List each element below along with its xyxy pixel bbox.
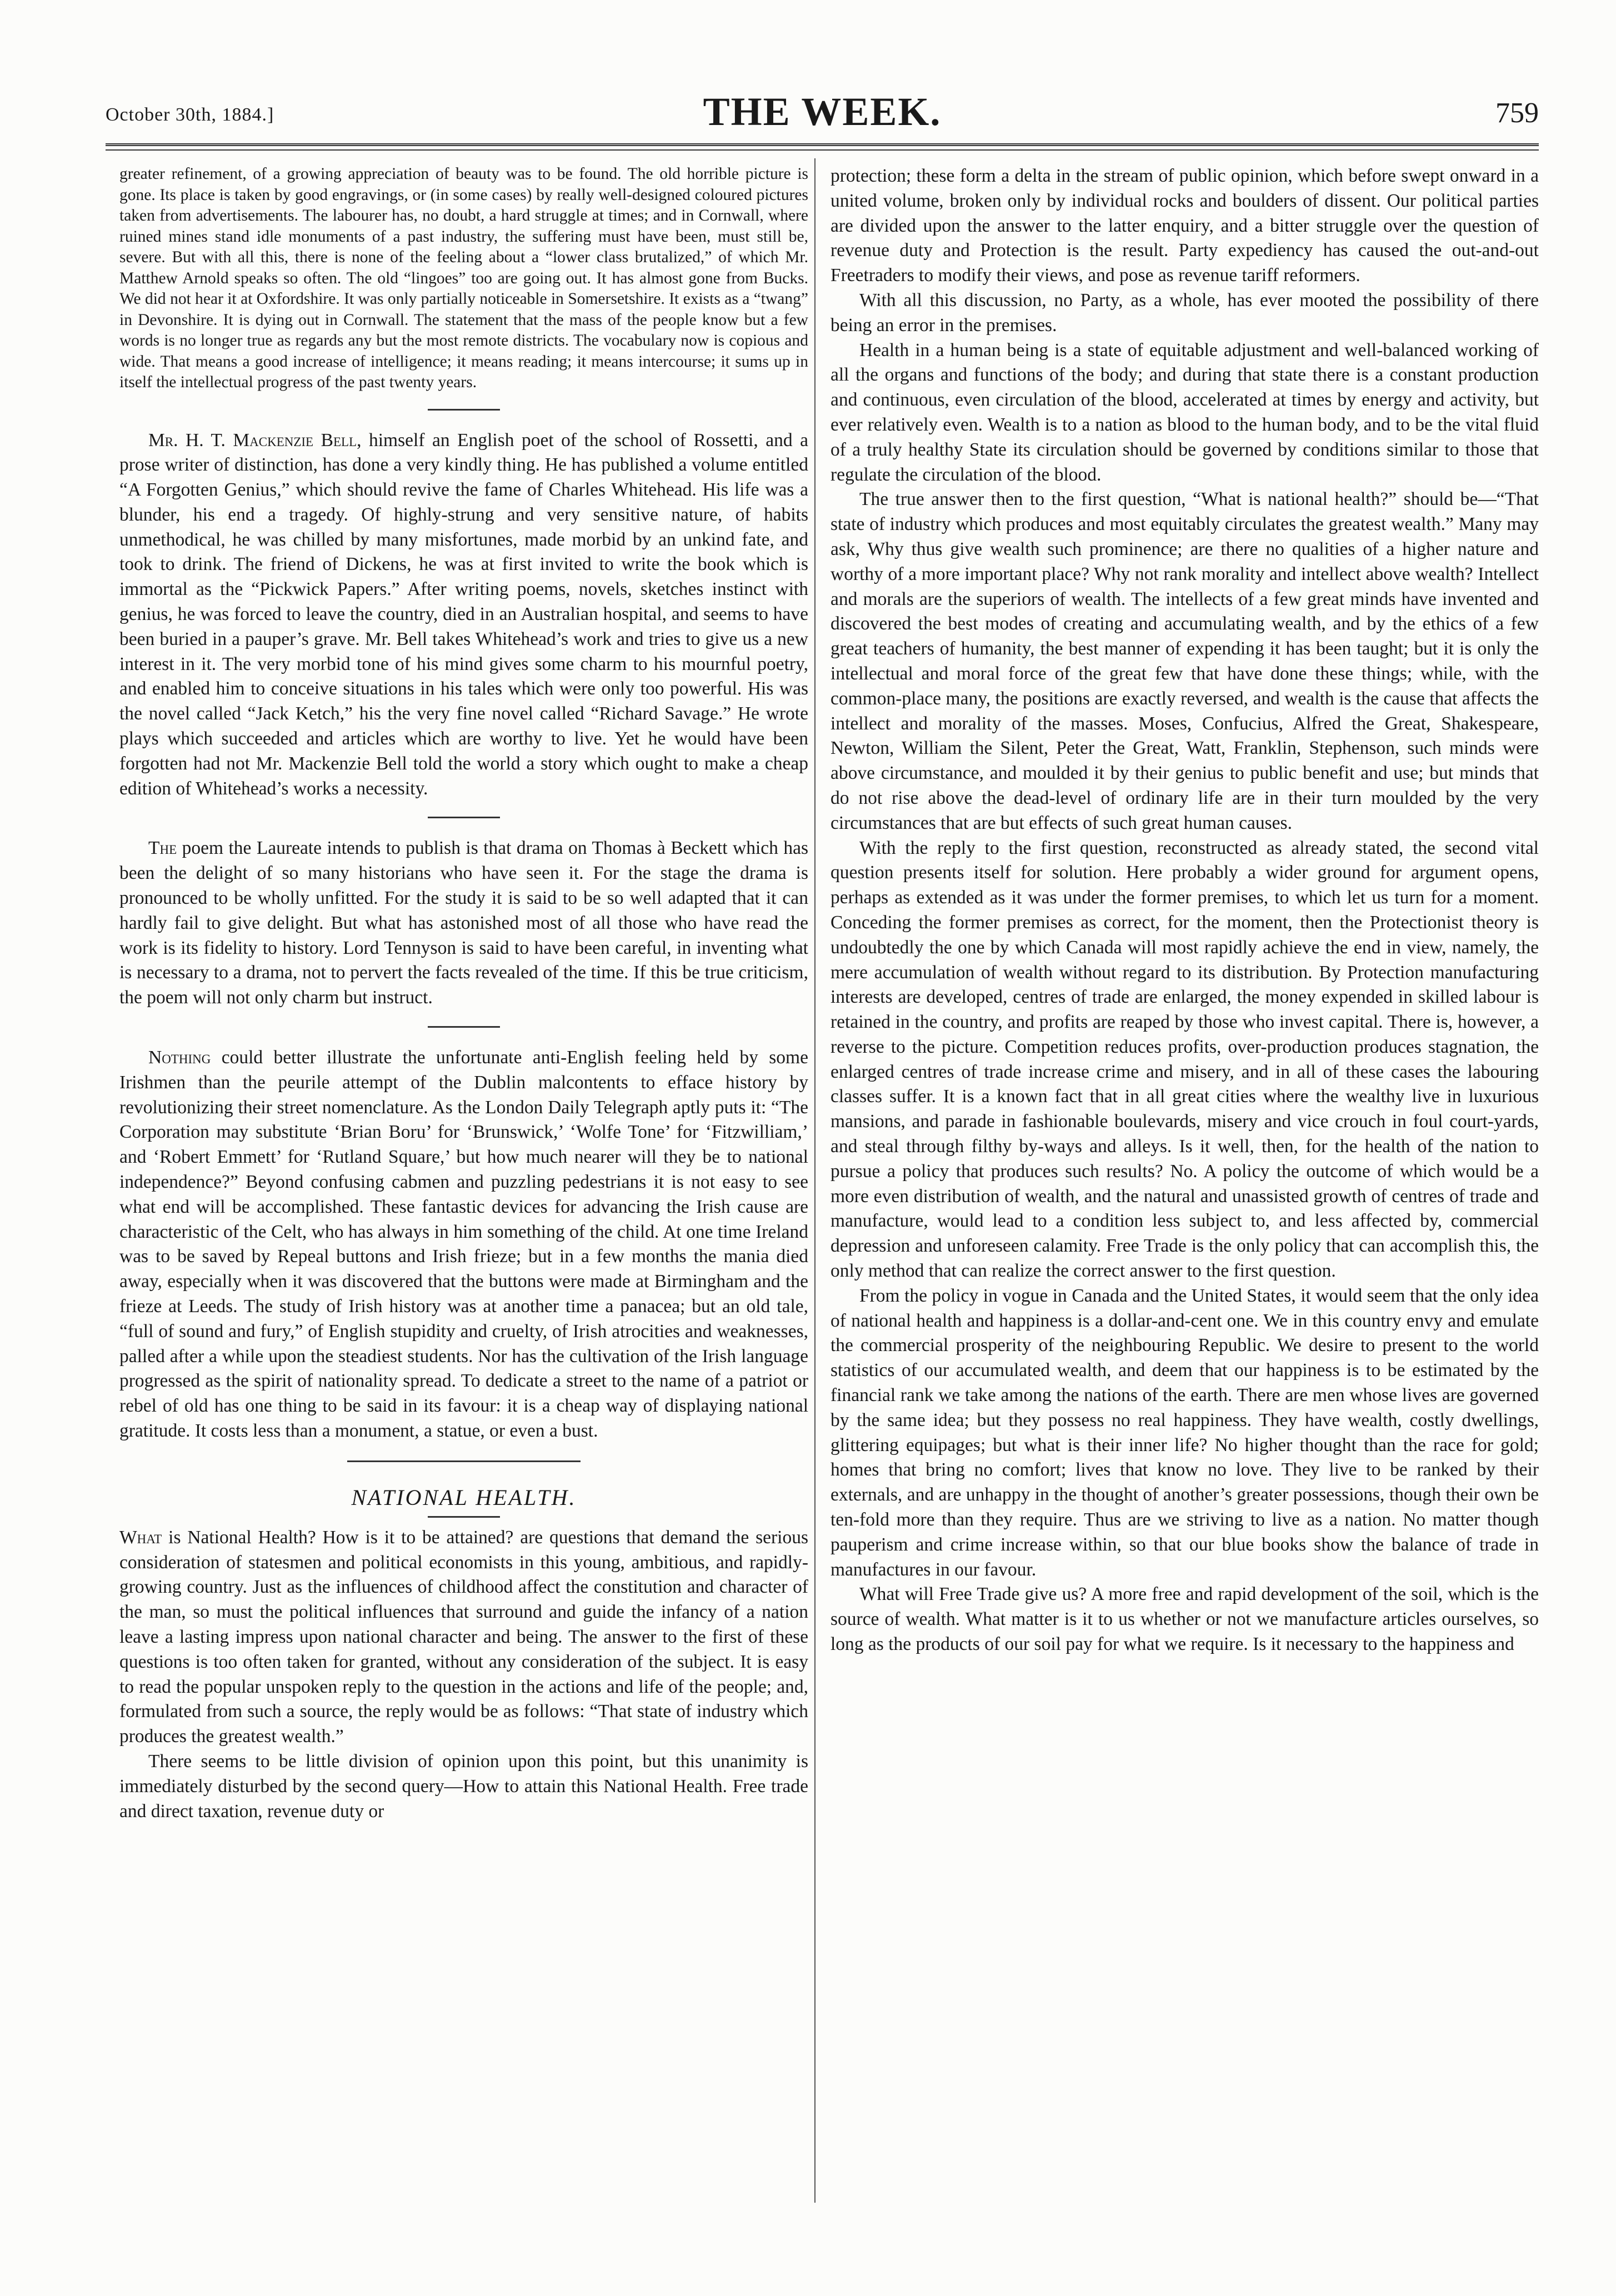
excerpt-paragraph: greater refinement, of a growing appreciation of beauty was to be found. The old horrible picture is gone. Its place is taken by good engravings, or (in some cases) by really well-designed coloured pictures taken from advertisements. The labourer has, no doubt, a hard struggle at times; and in Cornwall, where ruined mines stand idle monuments of a past industry, the suffering must have been, must still be, severe. But with all this, there is none of the feeling about a “lower class brutalized,” of which Mr. Matthew Arnold speaks so often. The old “lingoes” too are going out. It has almost gone from Bucks. We did not hear it at Oxfordshire. It was only partially noticeable in Somersetshire. It exists as a “twang” in Devonshire. It is dying out in Cornwall. The statement that the mass of the people know but a few words is no longer true as regards any but the most remote districts. The vocabulary now is copious and wide. That means a good increase of intelligence; it means reading; it means intercourse; it sums up in itself the intellectual progress of the past twenty years. (119, 165, 808, 391)
header-rule (106, 143, 1539, 151)
national-health-paragraph-1 (119, 1525, 808, 1749)
section-rule (428, 817, 500, 818)
laureate-paragraph (119, 836, 808, 1011)
laureate-lead: The (148, 838, 177, 859)
page-number: 759 (1495, 97, 1539, 129)
article-rule (347, 1460, 581, 1462)
masthead: THE WEEK. (703, 89, 942, 134)
issue-date: October 30th, 1884.] (106, 104, 274, 125)
right-paragraph-6: From the policy in vogue in Canada and the United States, it would seem that the only idea of national health and happiness is a dollar-and-cent one. We in this country envy and emulate the commercial prosperity of the neighbouring Republic. We desire to present to the world statistics of our accumulated wealth, and deem that our happiness is to be estimated by the financial rank we take among the nations of the earth. There are men whose lives are governed by the same idea; but they possess no real happiness. They have wealth, costly dwellings, glittering equipages; but what is their inner life? No higher thought than the race for gold; homes that bring no comfort; lives that know no love. They live to be ranked by their externals, and are unhappy in the thought of another’s greater possessions, though their own be ten-fold more than they require. Thus are we striving to live as a nation. No matter though pauperism and crime increase within, so that our blue books show the balance of trade in manufactures in our favour. (830, 1285, 1539, 1580)
right-column (830, 164, 1539, 1657)
section-rule (428, 1026, 500, 1028)
bell-lead: Mr. H. T. Mackenzie Bell, (148, 429, 362, 451)
national-health-lead: What (119, 1527, 162, 1548)
right-paragraph-5: With the reply to the first question, reconstructed as already stated, the second vital question presents itself for solution. Here probably a wider ground for argument opens, perhaps as extended as it was under the former premises, to which let us turn for a moment. Conceding the former premises as correct, for the moment, then the Protectionist theory is undoubtedly the one by which Canada will most rapidly achieve the end in view, namely, the mere accumulation of wealth without regard to its distribution. By Protection manufacturing interests are developed, centres of trade are enlarged, the money expended in skilled labour is retained in the country, and profits are reaped by those who invest capital. There is, however, a reverse to the picture. Competition reduces profits, over-production produces stagnation, the enlarged centres of trade increase crime and misery, and in all of these cases the labouring classes suffer. It is a known fact that in all great cities where the wealthy live in luxurious mansions, and parade in fashionable boulevards, misery and vice crouch in foul court-yards, and steal through filthy by-ways and alleys. Is it well, then, for the health of the nation to pursue a policy that produces such results? No. A policy the outcome of which would be a more even distribution of wealth, and the natural and unassisted growth of centres of trade and manufacture, would lead to a condition less subject to, and less affected by, commercial depression and unforeseen calamity. Free Trade is the only policy that can accomplish this, the only method that can realize the correct answer to the first question. (830, 837, 1539, 1282)
irish-text: could better illustrate the unfortunate anti-English feeling held by some Irishmen than the peurile attempt of the Dublin malcontents to efface history by revolutionizing their street nomenclature. As the London Daily Telegraph aptly puts it: “The Corporation may substitute ‘Brian Boru’ for ‘Brunswick,’ ‘Wolfe Tone’ for ‘Fitzwilliam,’ and ‘Robert Emmett’ for ‘Rutland Square,’ but how much nearer will they be to national independence?” Beyond confusing cabmen and puzzling pedestrians it is not easy to see what end will be accomplished. These fantastic devices for advancing the Irish cause are characteristic of the Celt, who has always in him something of the child. At one time Ireland was to be saved by Repeal buttons and Irish frieze; but in a few months the mania died away, especially when it was discovered that the buttons were made at Birmingham and the frieze at Leeds. The study of Irish history was at another time a panacea; but an old tale, “full of sound and fury,” of English stupidity and cruelty, of Irish atrocities and weaknesses, palled after a while upon the steadiest students. Nor has the cultivation of the Irish language progressed as the spirit of nationality spread. To dedicate a street to the name of a patriot or rebel of old has one thing to be said in its favour: it is a cheap way of displaying national gratitude. It costs less than a monument, a statue, or even a bust. (119, 1047, 808, 1441)
section-title: NATIONAL HEALTH. (351, 1484, 577, 1510)
irish-lead: Nothing (148, 1047, 211, 1068)
title-rule (428, 1516, 500, 1518)
national-health-text-1: is National Health? How is it to be attained? are questions that demand the serious consideration of statesmen and political economists in this young, ambitious, and rapidly-growing country. Just as the influences of childhood affect the constitution and character of the man, so must the political influences that surround and guide the infancy of a nation leave a lasting impress upon national character and being. The answer to the first of these questions is too often taken for granted, without any consideration of the subject. It is easy to read the popular unspoken reply to the question in the actions and life of the people; and, formulated from such a source, the reply would be as follows: “That state of industry which produces the greatest wealth.” (119, 1527, 808, 1747)
section-rule (428, 409, 500, 411)
bell-text: himself an English poet of the school of Rossetti, and a prose writer of distinction, has done a very kindly thing. He has published a volume entitled “A Forgotten Genius,” which should revive the fame of Charles Whitehead. His life was a blunder, his end a tragedy. Of highly-strung and very sensitive nature, of habits unmethodical, he was chilled by many misfortunes, made morbid by an unkind fate, and took to drink. The friend of Dickens, he was at first invited to write the book which is immortal as the “Pickwick Papers.” After writing poems, novels, sketches instinct with genius, he was forced to leave the country, died in an Australian hospital, and seems to have been buried in a pauper’s grave. Mr. Bell takes Whitehead’s work and tries to give us a new interest in it. The very morbid tone of his mind gives some charm to his mournful poetry, and enabled him to conceive situations in his tales which were only too powerful. His was the novel called “Jack Ketch,” his the very fine novel called “Richard Savage.” He wrote plays which succeeded and articles which are worthy to live. Yet he would have been forgotten had not Mr. Mackenzie Bell told the world a story which ought to make a cheap edition of Whitehead’s works a necessity. (119, 429, 808, 799)
left-column (119, 164, 808, 1824)
national-health-paragraph-2: There seems to be little division of opinion upon this point, but this unanimity is immediately disturbed by the second query—How to attain this National Health. Free trade and direct taxation, revenue duty or (119, 1750, 808, 1822)
column-divider (814, 158, 815, 2203)
right-paragraph-7: What will Free Trade give us? A more free and rapid development of the soil, which is the source of wealth. What matter is it to us whether or not we manufacture articles ourselves, so long as the products of our soil pay for what we require. Is it necessary to the happiness and (830, 1584, 1539, 1655)
right-paragraph-4: The true answer then to the first question, “What is national health?” should be—“That state of industry which produces and most equitably circulates the greatest wealth.” Many may ask, Why thus give wealth such prominence; are there no qualities of a higher nature and worthy of a more important place? Why not rank morality and intellect above wealth? Intellect and morals are the superiors of wealth. The intellects of a few great minds have invented and discovered the best modes of creating and accumulating wealth, and by the ethics of a few great teachers of humanity, the best manner of expending it has been taught; but it is only the intellectual and moral force of the great few that have done these things; while, with the common-place many, the positions are exactly reversed, and wealth is the cause that affects the intellect and morality of the masses. Moses, Confucius, Alfred the Great, Shakespeare, Newton, William the Silent, Peter the Great, Watt, Franklin, Stephenson, such minds were above circumstance, and moulded it by their genius to public benefit and use; but minds that do not rise above the dead-level of ordinary life are in their turn moulded by the very circumstances that are but effects of such great human causes. (830, 489, 1539, 833)
irish-paragraph (119, 1046, 808, 1444)
bell-paragraph (119, 428, 808, 802)
laureate-text: poem the Laureate intends to publish is that drama on Thomas à Beckett which has been the delight of so many historians who have seen it. For the stage the drama is pronounced to be wholly unfitted. For the study it is said to be so well adapted that it can hardly fail to give delight. But what has astonished most of all those who have read the work is its fidelity to history. Lord Tennyson is said to have been careful, in inventing what is necessary to a drama, not to pervert the facts revealed of the time. If this be true criticism, the poem will not only charm but instruct. (119, 838, 808, 1008)
page-header (106, 89, 1539, 150)
right-paragraph-1: protection; these form a delta in the stream of public opinion, which before swept onward in a united volume, broken only by individual rocks and boulders of dissent. Our political parties are divided upon the answer to the latter enquiry, and a bitter struggle over the question of revenue duty and Protection is the result. Party expediency has caused the out-and-out Freetraders to modify their views, and pose as revenue tariff reformers. (830, 166, 1539, 286)
right-paragraph-3: Health in a human being is a state of equitable adjustment and well-balanced working of all the organs and functions of the body; and during that state there is a constant production and continuous, even circulation of the blood, accelerated at times by energy and activity, but ever relatively even. Wealth is to a nation as blood to the human body, and to be the vital fluid of a truly healthy State its circulation should be governed by conditions similar to those that regulate the circulation of the blood. (830, 339, 1539, 485)
right-paragraph-2: With all this discussion, no Party, as a whole, has ever mooted the possibility of there being an error in the premises. (830, 289, 1539, 336)
